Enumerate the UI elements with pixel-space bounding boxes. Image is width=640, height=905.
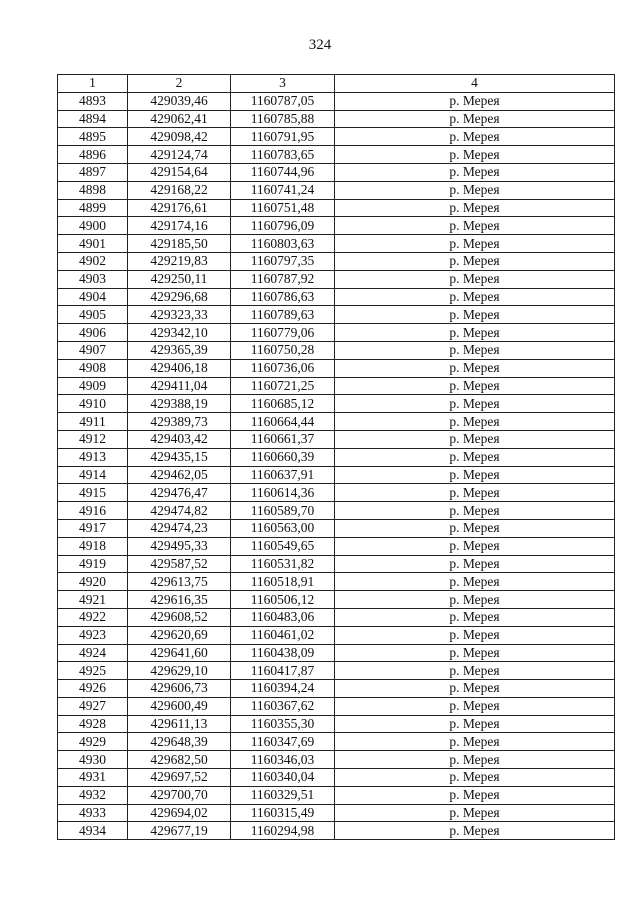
table-row <box>58 502 615 520</box>
y-coordinate-cell: 1160329,51 <box>231 786 335 804</box>
object-name-cell: р. Мерея <box>335 448 615 466</box>
header-cell-4: 4 <box>335 75 615 93</box>
y-coordinate-cell: 1160741,24 <box>231 181 335 199</box>
table-row <box>58 662 615 680</box>
x-coordinate-cell: 429641,60 <box>128 644 231 662</box>
object-name-cell: р. Мерея <box>335 92 615 110</box>
object-name-cell: р. Мерея <box>335 413 615 431</box>
object-name-cell: р. Мерея <box>335 769 615 787</box>
x-coordinate-cell: 429495,33 <box>128 537 231 555</box>
x-coordinate-cell: 429388,19 <box>128 395 231 413</box>
point-number-cell: 4914 <box>58 466 128 484</box>
object-name-cell: р. Мерея <box>335 199 615 217</box>
table-row <box>58 146 615 164</box>
object-name-cell: р. Мерея <box>335 591 615 609</box>
x-coordinate-cell: 429620,69 <box>128 626 231 644</box>
x-coordinate-cell: 429154,64 <box>128 163 231 181</box>
header-cell-3: 3 <box>231 75 335 93</box>
table-row <box>58 288 615 306</box>
point-number-cell: 4897 <box>58 163 128 181</box>
object-name-cell: р. Мерея <box>335 181 615 199</box>
object-name-cell: р. Мерея <box>335 484 615 502</box>
y-coordinate-cell: 1160751,48 <box>231 199 335 217</box>
point-number-cell: 4925 <box>58 662 128 680</box>
object-name-cell: р. Мерея <box>335 555 615 573</box>
x-coordinate-cell: 429176,61 <box>128 199 231 217</box>
y-coordinate-cell: 1160736,06 <box>231 359 335 377</box>
point-number-cell: 4907 <box>58 341 128 359</box>
y-coordinate-cell: 1160660,39 <box>231 448 335 466</box>
x-coordinate-cell: 429389,73 <box>128 413 231 431</box>
y-coordinate-cell: 1160637,91 <box>231 466 335 484</box>
x-coordinate-cell: 429062,41 <box>128 110 231 128</box>
table-row <box>58 697 615 715</box>
x-coordinate-cell: 429700,70 <box>128 786 231 804</box>
object-name-cell: р. Мерея <box>335 751 615 769</box>
point-number-cell: 4908 <box>58 359 128 377</box>
y-coordinate-cell: 1160461,02 <box>231 626 335 644</box>
table-row <box>58 733 615 751</box>
y-coordinate-cell: 1160531,82 <box>231 555 335 573</box>
table-row <box>58 181 615 199</box>
table-row <box>58 519 615 537</box>
object-name-cell: р. Мерея <box>335 644 615 662</box>
table-row <box>58 608 615 626</box>
x-coordinate-cell: 429219,83 <box>128 252 231 270</box>
y-coordinate-cell: 1160803,63 <box>231 235 335 253</box>
table-row <box>58 680 615 698</box>
y-coordinate-cell: 1160786,63 <box>231 288 335 306</box>
x-coordinate-cell: 429587,52 <box>128 555 231 573</box>
object-name-cell: р. Мерея <box>335 252 615 270</box>
x-coordinate-cell: 429406,18 <box>128 359 231 377</box>
point-number-cell: 4922 <box>58 608 128 626</box>
y-coordinate-cell: 1160685,12 <box>231 395 335 413</box>
point-number-cell: 4920 <box>58 573 128 591</box>
object-name-cell: р. Мерея <box>335 430 615 448</box>
y-coordinate-cell: 1160518,91 <box>231 573 335 591</box>
table-row <box>58 626 615 644</box>
x-coordinate-cell: 429474,23 <box>128 519 231 537</box>
table-row <box>58 306 615 324</box>
point-number-cell: 4930 <box>58 751 128 769</box>
y-coordinate-cell: 1160563,00 <box>231 519 335 537</box>
table-row <box>58 235 615 253</box>
point-number-cell: 4915 <box>58 484 128 502</box>
point-number-cell: 4921 <box>58 591 128 609</box>
point-number-cell: 4905 <box>58 306 128 324</box>
object-name-cell: р. Мерея <box>335 786 615 804</box>
table-row <box>58 751 615 769</box>
y-coordinate-cell: 1160779,06 <box>231 324 335 342</box>
x-coordinate-cell: 429697,52 <box>128 769 231 787</box>
table-row <box>58 591 615 609</box>
table-row <box>58 341 615 359</box>
x-coordinate-cell: 429411,04 <box>128 377 231 395</box>
y-coordinate-cell: 1160721,25 <box>231 377 335 395</box>
object-name-cell: р. Мерея <box>335 662 615 680</box>
x-coordinate-cell: 429403,42 <box>128 430 231 448</box>
point-number-cell: 4929 <box>58 733 128 751</box>
object-name-cell: р. Мерея <box>335 359 615 377</box>
x-coordinate-cell: 429611,13 <box>128 715 231 733</box>
table-row <box>58 324 615 342</box>
object-name-cell: р. Мерея <box>335 502 615 520</box>
point-number-cell: 4934 <box>58 822 128 840</box>
object-name-cell: р. Мерея <box>335 519 615 537</box>
object-name-cell: р. Мерея <box>335 306 615 324</box>
object-name-cell: р. Мерея <box>335 733 615 751</box>
object-name-cell: р. Мерея <box>335 608 615 626</box>
table-row <box>58 413 615 431</box>
point-number-cell: 4911 <box>58 413 128 431</box>
object-name-cell: р. Мерея <box>335 324 615 342</box>
table-row <box>58 804 615 822</box>
point-number-cell: 4932 <box>58 786 128 804</box>
point-number-cell: 4903 <box>58 270 128 288</box>
object-name-cell: р. Мерея <box>335 270 615 288</box>
table-row <box>58 466 615 484</box>
point-number-cell: 4933 <box>58 804 128 822</box>
table-row <box>58 270 615 288</box>
x-coordinate-cell: 429365,39 <box>128 341 231 359</box>
y-coordinate-cell: 1160796,09 <box>231 217 335 235</box>
y-coordinate-cell: 1160549,65 <box>231 537 335 555</box>
table-row <box>58 484 615 502</box>
table-row <box>58 715 615 733</box>
table-row <box>58 644 615 662</box>
point-number-cell: 4916 <box>58 502 128 520</box>
object-name-cell: р. Мерея <box>335 537 615 555</box>
y-coordinate-cell: 1160355,30 <box>231 715 335 733</box>
x-coordinate-cell: 429629,10 <box>128 662 231 680</box>
y-coordinate-cell: 1160294,98 <box>231 822 335 840</box>
y-coordinate-cell: 1160340,04 <box>231 769 335 787</box>
y-coordinate-cell: 1160789,63 <box>231 306 335 324</box>
object-name-cell: р. Мерея <box>335 377 615 395</box>
y-coordinate-cell: 1160346,03 <box>231 751 335 769</box>
y-coordinate-cell: 1160315,49 <box>231 804 335 822</box>
x-coordinate-cell: 429462,05 <box>128 466 231 484</box>
x-coordinate-cell: 429296,68 <box>128 288 231 306</box>
object-name-cell: р. Мерея <box>335 626 615 644</box>
object-name-cell: р. Мерея <box>335 146 615 164</box>
table-row <box>58 92 615 110</box>
y-coordinate-cell: 1160483,06 <box>231 608 335 626</box>
point-number-cell: 4895 <box>58 128 128 146</box>
point-number-cell: 4906 <box>58 324 128 342</box>
x-coordinate-cell: 429616,35 <box>128 591 231 609</box>
object-name-cell: р. Мерея <box>335 573 615 591</box>
table-row <box>58 537 615 555</box>
table-row <box>58 430 615 448</box>
x-coordinate-cell: 429185,50 <box>128 235 231 253</box>
point-number-cell: 4923 <box>58 626 128 644</box>
x-coordinate-cell: 429323,33 <box>128 306 231 324</box>
object-name-cell: р. Мерея <box>335 217 615 235</box>
y-coordinate-cell: 1160614,36 <box>231 484 335 502</box>
table-header <box>58 75 615 93</box>
x-coordinate-cell: 429606,73 <box>128 680 231 698</box>
point-number-cell: 4902 <box>58 252 128 270</box>
x-coordinate-cell: 429476,47 <box>128 484 231 502</box>
point-number-cell: 4931 <box>58 769 128 787</box>
header-cell-1: 1 <box>58 75 128 93</box>
object-name-cell: р. Мерея <box>335 128 615 146</box>
x-coordinate-cell: 429600,49 <box>128 697 231 715</box>
x-coordinate-cell: 429098,42 <box>128 128 231 146</box>
point-number-cell: 4927 <box>58 697 128 715</box>
y-coordinate-cell: 1160787,05 <box>231 92 335 110</box>
page-number: 324 <box>308 37 332 53</box>
table-row <box>58 199 615 217</box>
x-coordinate-cell: 429694,02 <box>128 804 231 822</box>
x-coordinate-cell: 429682,50 <box>128 751 231 769</box>
x-coordinate-cell: 429168,22 <box>128 181 231 199</box>
point-number-cell: 4912 <box>58 430 128 448</box>
point-number-cell: 4894 <box>58 110 128 128</box>
x-coordinate-cell: 429174,16 <box>128 217 231 235</box>
object-name-cell: р. Мерея <box>335 715 615 733</box>
table-row <box>58 573 615 591</box>
table-row <box>58 448 615 466</box>
x-coordinate-cell: 429613,75 <box>128 573 231 591</box>
y-coordinate-cell: 1160394,24 <box>231 680 335 698</box>
y-coordinate-cell: 1160589,70 <box>231 502 335 520</box>
y-coordinate-cell: 1160438,09 <box>231 644 335 662</box>
table-row <box>58 110 615 128</box>
table-row <box>58 377 615 395</box>
point-number-cell: 4901 <box>58 235 128 253</box>
table-body <box>58 92 615 839</box>
point-number-cell: 4913 <box>58 448 128 466</box>
point-number-cell: 4910 <box>58 395 128 413</box>
y-coordinate-cell: 1160791,95 <box>231 128 335 146</box>
y-coordinate-cell: 1160750,28 <box>231 341 335 359</box>
object-name-cell: р. Мерея <box>335 680 615 698</box>
x-coordinate-cell: 429039,46 <box>128 92 231 110</box>
point-number-cell: 4896 <box>58 146 128 164</box>
point-number-cell: 4904 <box>58 288 128 306</box>
x-coordinate-cell: 429435,15 <box>128 448 231 466</box>
x-coordinate-cell: 429648,39 <box>128 733 231 751</box>
object-name-cell: р. Мерея <box>335 341 615 359</box>
table-row <box>58 252 615 270</box>
x-coordinate-cell: 429608,52 <box>128 608 231 626</box>
x-coordinate-cell: 429474,82 <box>128 502 231 520</box>
y-coordinate-cell: 1160417,87 <box>231 662 335 680</box>
object-name-cell: р. Мерея <box>335 110 615 128</box>
table-row <box>58 555 615 573</box>
y-coordinate-cell: 1160347,69 <box>231 733 335 751</box>
table-row <box>58 359 615 377</box>
object-name-cell: р. Мерея <box>335 822 615 840</box>
point-number-cell: 4900 <box>58 217 128 235</box>
point-number-cell: 4917 <box>58 519 128 537</box>
y-coordinate-cell: 1160797,35 <box>231 252 335 270</box>
object-name-cell: р. Мерея <box>335 395 615 413</box>
point-number-cell: 4893 <box>58 92 128 110</box>
point-number-cell: 4928 <box>58 715 128 733</box>
point-number-cell: 4926 <box>58 680 128 698</box>
table-row <box>58 822 615 840</box>
x-coordinate-cell: 429342,10 <box>128 324 231 342</box>
table-row <box>58 163 615 181</box>
point-number-cell: 4924 <box>58 644 128 662</box>
table-row <box>58 769 615 787</box>
object-name-cell: р. Мерея <box>335 466 615 484</box>
point-number-cell: 4918 <box>58 537 128 555</box>
y-coordinate-cell: 1160744,96 <box>231 163 335 181</box>
table-row <box>58 395 615 413</box>
table-row <box>58 217 615 235</box>
header-row <box>58 75 615 93</box>
y-coordinate-cell: 1160783,65 <box>231 146 335 164</box>
y-coordinate-cell: 1160787,92 <box>231 270 335 288</box>
x-coordinate-cell: 429124,74 <box>128 146 231 164</box>
x-coordinate-cell: 429250,11 <box>128 270 231 288</box>
coordinates-table <box>57 74 615 840</box>
x-coordinate-cell: 429677,19 <box>128 822 231 840</box>
object-name-cell: р. Мерея <box>335 697 615 715</box>
point-number-cell: 4898 <box>58 181 128 199</box>
table-row <box>58 786 615 804</box>
y-coordinate-cell: 1160367,62 <box>231 697 335 715</box>
y-coordinate-cell: 1160785,88 <box>231 110 335 128</box>
y-coordinate-cell: 1160664,44 <box>231 413 335 431</box>
table-row <box>58 128 615 146</box>
object-name-cell: р. Мерея <box>335 235 615 253</box>
point-number-cell: 4919 <box>58 555 128 573</box>
y-coordinate-cell: 1160506,12 <box>231 591 335 609</box>
object-name-cell: р. Мерея <box>335 288 615 306</box>
header-cell-2: 2 <box>128 75 231 93</box>
point-number-cell: 4899 <box>58 199 128 217</box>
point-number-cell: 4909 <box>58 377 128 395</box>
object-name-cell: р. Мерея <box>335 163 615 181</box>
object-name-cell: р. Мерея <box>335 804 615 822</box>
y-coordinate-cell: 1160661,37 <box>231 430 335 448</box>
